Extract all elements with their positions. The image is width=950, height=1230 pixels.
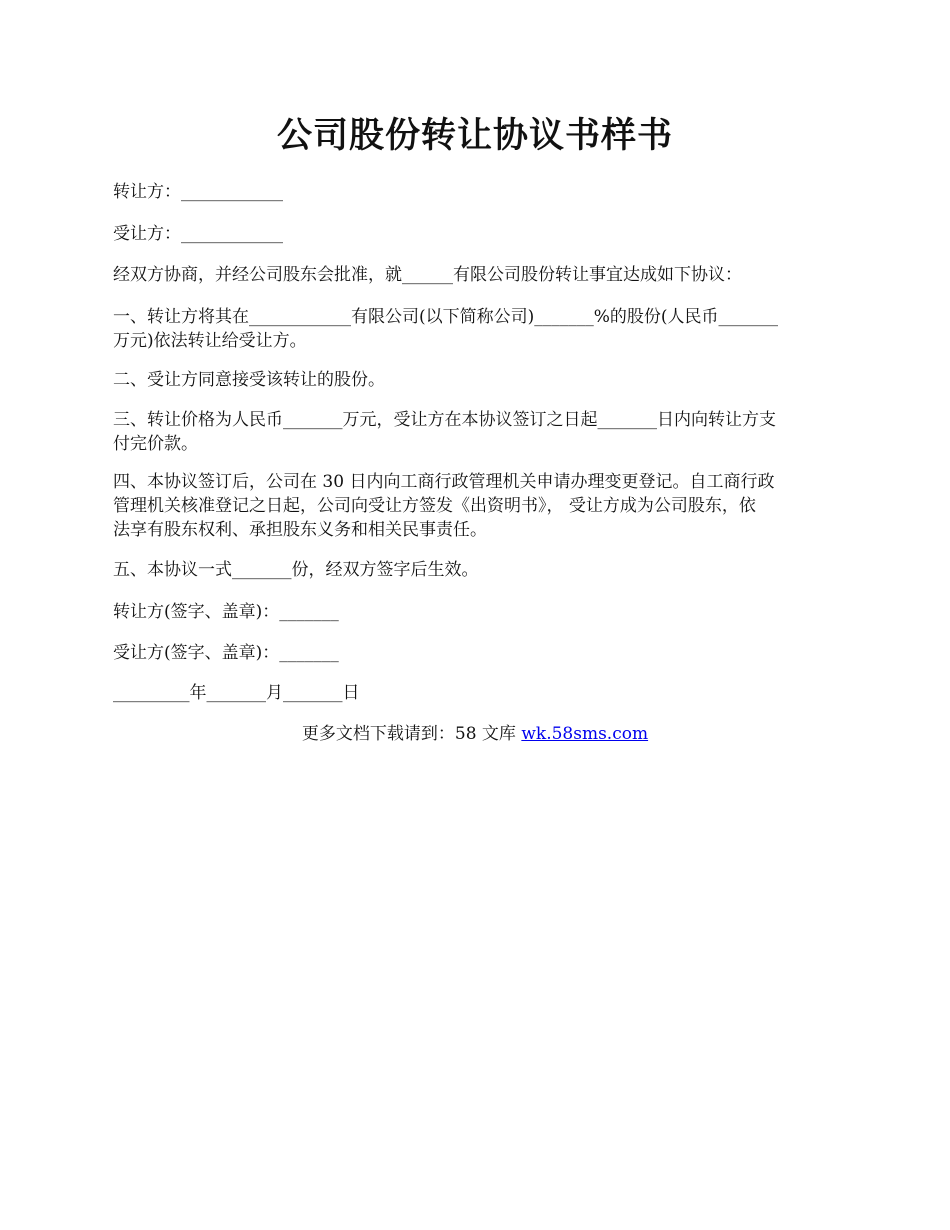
footer-prefix: 更多文档下载请到：58 文库	[301, 724, 522, 744]
clause-4-line-2: 管理机关核准登记之日起，公司向受让方签发《出资明书》， 受让方成为公司股东，依	[113, 496, 756, 516]
intro-paragraph: 经双方协商，并经公司股东会批准，就______有限公司股份转让事宜达成如下协议：	[113, 265, 742, 285]
document-title: 公司股份转让协议书样书	[276, 115, 673, 156]
footer-download-note	[0, 722, 950, 746]
transferee-signature-line: 受让方(签字、盖章)：_______	[113, 643, 339, 663]
transferor-signature-line: 转让方(签字、盖章)：_______	[113, 602, 339, 622]
transferee-line: 受让方：____________	[113, 224, 283, 244]
date-line: _________年_______月_______日	[113, 683, 360, 703]
clause-5: 五、本协议一式_______份，经双方签字后生效。	[113, 560, 479, 580]
clause-1-line-2: 万元)依法转让给受让方。	[113, 331, 307, 351]
clause-3-line-2: 付完价款。	[113, 434, 198, 454]
clause-1-line-1: 一、转让方将其在____________有限公司(以下简称公司)_______%的股份(人民币_______	[113, 307, 779, 327]
clause-2: 二、受让方同意接受该转让的股份。	[113, 370, 385, 390]
transferor-line: 转让方：____________	[113, 182, 283, 202]
clause-4-line-3: 法享有股东权利、承担股东义务和相关民事责任。	[113, 520, 487, 540]
clause-4-line-1: 四、本协议签订后，公司在 30 日内向工商行政管理机关申请办理变更登记。自工商行政	[113, 472, 775, 492]
clause-3-line-1: 三、转让价格为人民币_______万元，受让方在本协议签订之日起_______日内向转让方支	[113, 410, 776, 430]
footer-link[interactable]: wk.58sms.com	[521, 724, 649, 744]
